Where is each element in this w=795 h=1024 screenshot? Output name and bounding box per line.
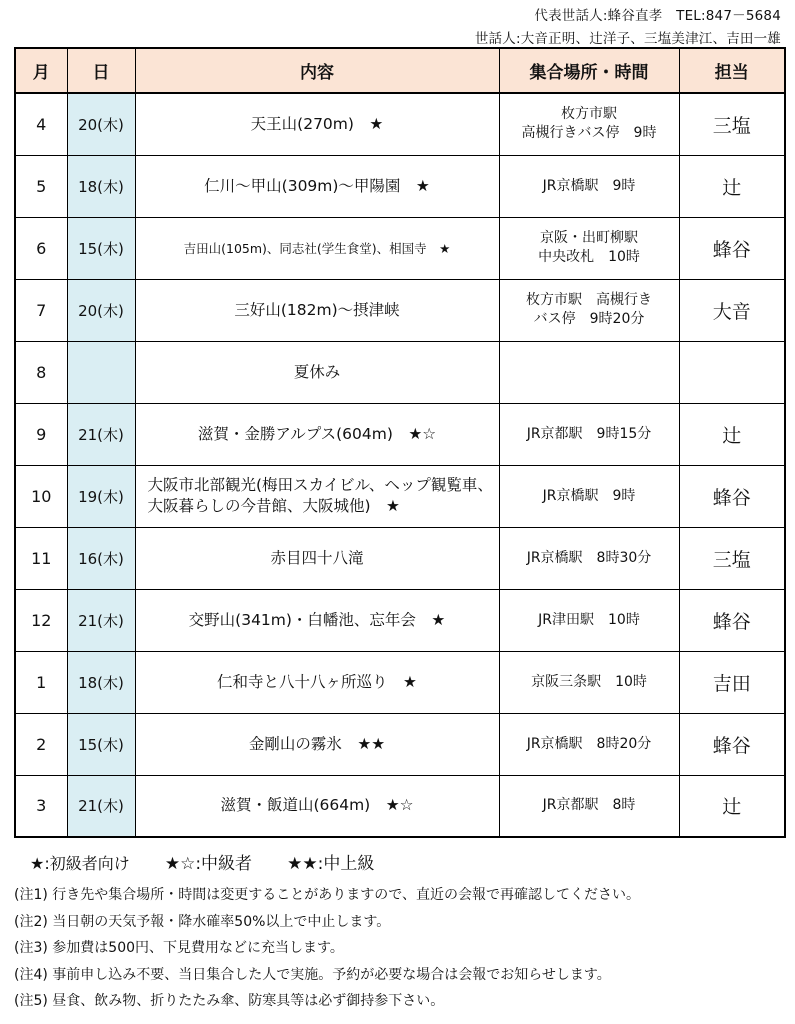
place-line: 枚方市駅 高槻行き (526, 292, 652, 308)
table-row (15, 465, 785, 527)
person-cell: 蜂谷 (679, 217, 785, 279)
day-cell: 20(木) (67, 279, 135, 341)
content-cell: 金剛山の霧氷 ★★ (135, 713, 499, 775)
month-cell: 4 (15, 93, 67, 155)
place-cell (499, 279, 679, 341)
month-cell: 12 (15, 589, 67, 651)
place-cell: JR京橋駅 8時20分 (499, 713, 679, 775)
table-row (15, 155, 785, 217)
day-cell (67, 341, 135, 403)
place-cell: JR京都駅 8時 (499, 775, 679, 837)
table-row (15, 527, 785, 589)
month-cell: 9 (15, 403, 67, 465)
schedule-table (14, 47, 786, 838)
content-cell: 仁川～甲山(309m)～甲陽園 ★ (135, 155, 499, 217)
header-day: 日 (67, 48, 135, 93)
month-cell: 11 (15, 527, 67, 589)
month-cell: 8 (15, 341, 67, 403)
person-cell: 蜂谷 (679, 465, 785, 527)
header-content: 内容 (135, 48, 499, 93)
header-person: 担当 (679, 48, 785, 93)
content-cell: 天王山(270m) ★ (135, 93, 499, 155)
person-cell: 蜂谷 (679, 589, 785, 651)
content-cell: 滋賀・金勝アルプス(604m) ★☆ (135, 403, 499, 465)
place-cell (499, 217, 679, 279)
day-cell: 21(木) (67, 403, 135, 465)
table-row (15, 775, 785, 837)
month-cell: 10 (15, 465, 67, 527)
legend-advanced: ★★:中上級 (287, 854, 375, 874)
content-cell: 交野山(341m)・白幡池、忘年会 ★ (135, 589, 499, 651)
month-cell: 3 (15, 775, 67, 837)
note-item: (注2) 当日朝の天気予報・降水確率50%以上で中止します。 (14, 913, 391, 930)
table-row (15, 403, 785, 465)
place-cell (499, 341, 679, 403)
note-item: (注4) 事前申し込み不要、当日集合した人で実施。予約が必要な場合は会報でお知らせします。 (14, 966, 611, 983)
table-row (15, 589, 785, 651)
place-line: 中央改札 10時 (538, 249, 640, 265)
legend-intermediate: ★☆:中級者 (164, 854, 253, 874)
day-cell: 19(木) (67, 465, 135, 527)
place-cell (499, 93, 679, 155)
note-item: (注5) 昼食、飲み物、折りたたみ傘、防寒具等は必ず御持参下さい。 (14, 993, 445, 1009)
content-cell: 仁和寺と八十八ヶ所巡り ★ (135, 651, 499, 713)
note-item: (注1) 行き先や集合場所・時間は変更することがありますので、直近の会報で再確認してください。 (14, 887, 640, 903)
place-cell: JR京橋駅 9時 (499, 465, 679, 527)
table-header-row (15, 48, 785, 93)
table-row (15, 93, 785, 155)
day-cell: 18(木) (67, 155, 135, 217)
place-line: 高槻行きバス停 9時 (521, 125, 657, 142)
person-cell: 吉田 (679, 651, 785, 713)
person-cell: 三塩 (679, 93, 785, 155)
place-line: バス停 9時20分 (533, 311, 645, 327)
month-cell: 1 (15, 651, 67, 713)
day-cell: 20(木) (67, 93, 135, 155)
month-cell: 7 (15, 279, 67, 341)
content-cell: 吉田山(105m)、同志社(学生食堂)、相国寺 ★ (135, 217, 499, 279)
content-cell: 三好山(182m)～摂津峡 (135, 279, 499, 341)
day-cell: 18(木) (67, 651, 135, 713)
content-cell: 赤目四十八滝 (135, 527, 499, 589)
table-row (15, 279, 785, 341)
place-cell: JR京橋駅 8時30分 (499, 527, 679, 589)
content-cell: 滋賀・飯道山(664m) ★☆ (135, 775, 499, 837)
person-cell: 辻 (679, 775, 785, 837)
place-line: 京阪・出町柳駅 (540, 230, 638, 246)
notes-list (14, 882, 640, 1015)
legend-beginner: ★:初級者向け (30, 854, 130, 873)
table-row (15, 713, 785, 775)
person-cell: 辻 (679, 403, 785, 465)
header-meeting-place: 集合場所・時間 (499, 48, 679, 93)
table-row (15, 651, 785, 713)
person-cell (679, 341, 785, 403)
content-cell: 夏休み (135, 341, 499, 403)
person-cell: 大音 (679, 279, 785, 341)
header-month: 月 (15, 48, 67, 93)
place-cell: 京阪三条駅 10時 (499, 651, 679, 713)
place-cell: JR津田駅 10時 (499, 589, 679, 651)
day-cell: 15(木) (67, 217, 135, 279)
note-item: (注3) 参加費は500円、下見費用などに充当します。 (14, 940, 344, 956)
representative-contact: 代表世話人:蜂谷直孝 TEL:847－5684 (534, 8, 781, 24)
day-cell: 15(木) (67, 713, 135, 775)
day-cell: 21(木) (67, 775, 135, 837)
table-row (15, 341, 785, 403)
place-cell: JR京都駅 9時15分 (499, 403, 679, 465)
month-cell: 6 (15, 217, 67, 279)
place-line: 枚方市駅 (561, 106, 617, 123)
place-cell: JR京橋駅 9時 (499, 155, 679, 217)
day-cell: 16(木) (67, 527, 135, 589)
table-row (15, 217, 785, 279)
day-cell: 21(木) (67, 589, 135, 651)
month-cell: 2 (15, 713, 67, 775)
month-cell: 5 (15, 155, 67, 217)
organizers-list: 世話人:大音正明、辻洋子、三塩美津江、吉田一雄 (474, 31, 781, 47)
person-cell: 蜂谷 (679, 713, 785, 775)
content-cell: 大阪市北部観光(梅田スカイビル、ヘップ観覧車、 大阪暮らしの今昔館、大阪城他) ★ (135, 465, 499, 527)
difficulty-legend (30, 849, 374, 874)
person-cell: 三塩 (679, 527, 785, 589)
person-cell: 辻 (679, 155, 785, 217)
